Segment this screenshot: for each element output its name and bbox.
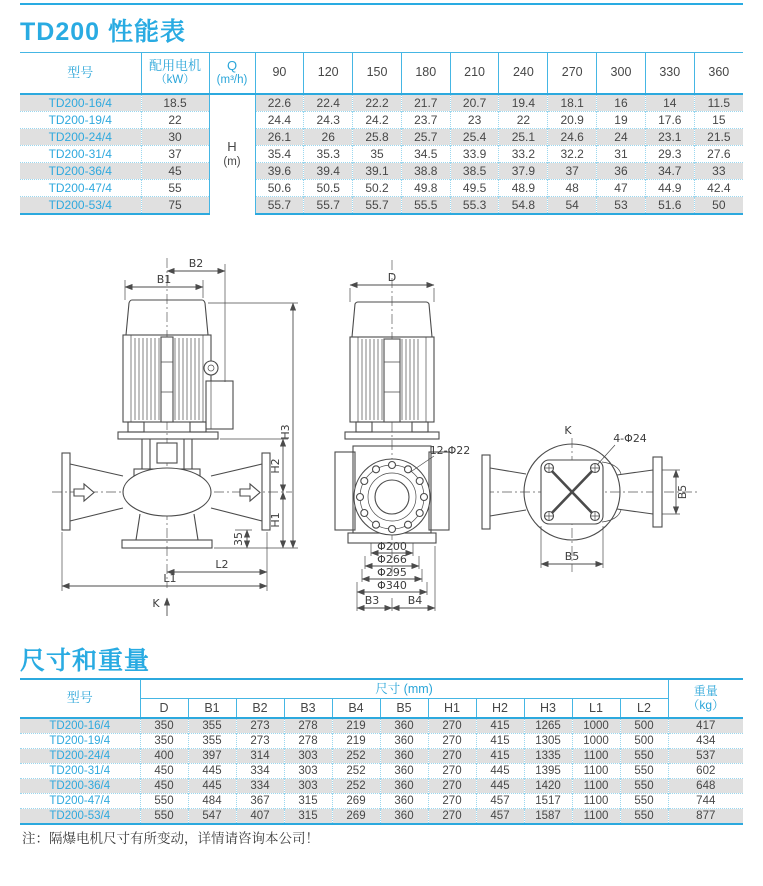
coupling-guard (157, 443, 177, 463)
col-header-flow (209, 53, 255, 94)
dim-value-cell: 415 (476, 734, 524, 749)
dim-table-row (20, 809, 743, 825)
head-value-cell: 33 (694, 162, 743, 179)
suction-pipe (335, 452, 355, 530)
dim-value-cell: 415 (476, 749, 524, 764)
weight-value-cell: 417 (668, 718, 743, 734)
head-value-cell: 23.1 (645, 128, 694, 145)
discharge-flange (653, 457, 662, 527)
head-value-cell: 15 (694, 111, 743, 128)
motor-foot-right (412, 422, 428, 432)
motor-shaft-band (384, 339, 400, 422)
motor-label: 配用电机 (148, 58, 201, 74)
power-cell: 75 (141, 196, 209, 214)
head-value-cell: 20.9 (548, 111, 597, 128)
head-value-cell: 39.6 (255, 162, 304, 179)
performance-table (20, 52, 743, 215)
head-value-cell: 47 (597, 179, 646, 196)
dim-value-cell: 273 (236, 734, 284, 749)
motor-foot-right (190, 422, 206, 432)
dim-label-b5-bottom: B5 (564, 550, 580, 563)
dim-label-h3: H3 (279, 424, 292, 440)
dim-value-cell: 270 (428, 779, 476, 794)
dim-value-cell: 270 (428, 718, 476, 734)
weight-unit: （kg） (687, 697, 725, 712)
dimension-table (20, 678, 743, 825)
dim-value-cell: 1305 (524, 734, 572, 749)
dim-value-cell: 252 (332, 779, 380, 794)
view-label-k: K (152, 597, 160, 610)
dim-value-cell: 1000 (572, 734, 620, 749)
dim-value-cell: 270 (428, 749, 476, 764)
flange-outer-circle (354, 459, 430, 535)
dim-value-cell: 457 (476, 809, 524, 825)
head-value-cell: 14 (645, 94, 694, 112)
dim-value-cell: 270 (428, 794, 476, 809)
volute-casing (123, 468, 211, 516)
head-value-cell: 39.1 (353, 162, 402, 179)
head-value-cell: 50.6 (255, 179, 304, 196)
dim-value-cell: 355 (188, 718, 236, 734)
dim-value-cell: 550 (620, 809, 668, 825)
head-value-cell: 11.5 (694, 94, 743, 112)
dim-value-cell: 450 (140, 764, 188, 779)
model-cell: TD200-19/4 (20, 734, 140, 749)
dim-value-cell: 1517 (524, 794, 572, 809)
dim-value-cell: 550 (620, 764, 668, 779)
dim-value-cell: 445 (476, 764, 524, 779)
dim-value-cell: 269 (332, 809, 380, 825)
dim-col-header: L1 (572, 698, 620, 718)
dim-value-cell: 360 (380, 764, 428, 779)
top-view-drawing (480, 420, 720, 590)
dim-value-cell: 1100 (572, 794, 620, 809)
dim-value-cell: 219 (332, 734, 380, 749)
dim-value-cell: 303 (284, 749, 332, 764)
head-value-cell: 35 (353, 145, 402, 162)
model-cell: TD200-16/4 (20, 94, 141, 112)
head-value-cell: 33.9 (450, 145, 499, 162)
dim-label-h1: H1 (269, 512, 282, 528)
head-value-cell: 26.1 (255, 128, 304, 145)
head-value-cell: 37 (548, 162, 597, 179)
power-cell: 45 (141, 162, 209, 179)
head-value-cell: 36 (597, 162, 646, 179)
head-value-cell: 42.4 (694, 179, 743, 196)
dim-table-row (20, 734, 743, 749)
weight-value-cell: 602 (668, 764, 743, 779)
dim-value-cell: 350 (140, 718, 188, 734)
head-value-cell: 48.9 (499, 179, 548, 196)
weight-value-cell: 744 (668, 794, 743, 809)
head-value-cell: 55.7 (255, 196, 304, 214)
dim-label-dia295: Φ295 (377, 566, 407, 579)
dimension-header-row-1 (20, 679, 743, 698)
dim-col-header: D (140, 698, 188, 718)
motor-shaft-band (161, 337, 173, 422)
col-header-model: 型号 (20, 53, 141, 94)
head-value-cell: 24.4 (255, 111, 304, 128)
head-value-cell: 31 (597, 145, 646, 162)
head-value-cell: 54.8 (499, 196, 548, 214)
suction-flange (62, 453, 70, 530)
head-value-cell: 39.4 (304, 162, 353, 179)
dim-value-cell: 415 (476, 718, 524, 734)
dim-col-header: H1 (428, 698, 476, 718)
performance-header-row (20, 53, 743, 94)
head-value-cell: 23.7 (401, 111, 450, 128)
perf-table-row (20, 145, 743, 162)
flow-unit: (m³/h) (216, 73, 248, 86)
dim-label-l2: L2 (215, 558, 229, 571)
power-cell: 37 (141, 145, 209, 162)
flow-label: Q (226, 58, 238, 74)
head-value-cell: 35.3 (304, 145, 353, 162)
head-value-cell: 33.2 (499, 145, 548, 162)
dim-value-cell: 303 (284, 779, 332, 794)
head-value-cell: 18.1 (548, 94, 597, 112)
col-header-motor (141, 53, 209, 94)
dim-table-row (20, 794, 743, 809)
dim-col-header: B1 (188, 698, 236, 718)
dimensions-section-title: 尺寸和重量 (20, 647, 151, 675)
flow-col-header: 150 (353, 53, 402, 94)
dim-table-row (20, 718, 743, 734)
dim-label-b5-side: B5 (676, 484, 689, 500)
dim-value-cell: 1335 (524, 749, 572, 764)
head-label-cell (209, 94, 255, 214)
flow-arrow-in (74, 484, 94, 501)
head-unit: (m) (223, 155, 241, 168)
power-cell: 22 (141, 111, 209, 128)
head-value-cell: 48 (548, 179, 597, 196)
head-value-cell: 51.6 (645, 196, 694, 214)
bolt-leader-line (597, 445, 615, 465)
weight-value-cell: 537 (668, 749, 743, 764)
flow-col-header: 210 (450, 53, 499, 94)
dim-value-cell: 219 (332, 718, 380, 734)
dim-value-cell: 1587 (524, 809, 572, 825)
head-value-cell: 20.7 (450, 94, 499, 112)
dim-value-cell: 360 (380, 779, 428, 794)
head-value-cell: 19 (597, 111, 646, 128)
head-value-cell: 27.6 (694, 145, 743, 162)
dim-table-row (20, 764, 743, 779)
dim-col-header: H3 (524, 698, 572, 718)
head-value-cell: 24.6 (548, 128, 597, 145)
head-value-cell: 22.4 (304, 94, 353, 112)
perf-table-row (20, 128, 743, 145)
dim-col-header: B4 (332, 698, 380, 718)
dim-value-cell: 550 (620, 794, 668, 809)
dim-value-cell: 1420 (524, 779, 572, 794)
head-value-cell: 35.4 (255, 145, 304, 162)
model-cell: TD200-47/4 (20, 179, 141, 196)
head-value-cell: 54 (548, 196, 597, 214)
flow-col-header: 360 (694, 53, 743, 94)
perf-table-row (20, 179, 743, 196)
dim-value-cell: 450 (140, 779, 188, 794)
dim-value-cell: 273 (236, 718, 284, 734)
dim-label-35: 35 (232, 532, 245, 546)
dim-col-header: B3 (284, 698, 332, 718)
head-symbol: H (227, 138, 237, 154)
dim-label-dia200: Φ200 (377, 540, 407, 553)
perf-table-row (20, 196, 743, 214)
dim-value-cell: 1395 (524, 764, 572, 779)
dim-value-cell: 1100 (572, 809, 620, 825)
head-value-cell: 24.2 (353, 111, 402, 128)
dim-value-cell: 360 (380, 794, 428, 809)
head-value-cell: 32.2 (548, 145, 597, 162)
dim-value-cell: 397 (188, 749, 236, 764)
head-value-cell: 37.9 (499, 162, 548, 179)
power-cell: 18.5 (141, 94, 209, 112)
perf-table-row (20, 111, 743, 128)
dim-value-cell: 550 (620, 779, 668, 794)
model-cell: TD200-19/4 (20, 111, 141, 128)
head-value-cell: 22.6 (255, 94, 304, 112)
dim-value-cell: 457 (476, 794, 524, 809)
dim-value-cell: 314 (236, 749, 284, 764)
dim-col-header: L2 (620, 698, 668, 718)
bolt-leader-line (409, 456, 434, 473)
model-cell: TD200-47/4 (20, 794, 140, 809)
flow-col-header: 180 (401, 53, 450, 94)
motor-base-plate (118, 432, 218, 439)
head-value-cell: 50.5 (304, 179, 353, 196)
flow-col-header: 120 (304, 53, 353, 94)
dim-value-cell: 547 (188, 809, 236, 825)
dim-label-b4: B4 (407, 594, 423, 607)
head-value-cell: 55.3 (450, 196, 499, 214)
head-value-cell: 55.7 (304, 196, 353, 214)
dim-value-cell: 445 (188, 779, 236, 794)
head-value-cell: 21.7 (401, 94, 450, 112)
head-value-cell: 23 (450, 111, 499, 128)
head-value-cell: 29.3 (645, 145, 694, 162)
dim-label-l1: L1 (163, 572, 177, 585)
dim-table-row (20, 779, 743, 794)
dim-value-cell: 484 (188, 794, 236, 809)
dim-label-h2: H2 (269, 458, 282, 474)
dim-value-cell: 334 (236, 779, 284, 794)
bolt-note-label: 4-Φ24 (613, 432, 647, 445)
dim-label-dia340: Φ340 (377, 579, 407, 592)
head-value-cell: 17.6 (645, 111, 694, 128)
col-group-dimensions: 尺寸 (mm) (140, 679, 668, 698)
dim-value-cell: 278 (284, 718, 332, 734)
head-value-cell: 38.8 (401, 162, 450, 179)
dim-col-header: B2 (236, 698, 284, 718)
dim-value-cell: 1100 (572, 749, 620, 764)
discharge-pipe (429, 452, 449, 530)
head-value-cell: 55.5 (401, 196, 450, 214)
head-value-cell: 24 (597, 128, 646, 145)
view-label-k: K (564, 424, 572, 437)
dim-value-cell: 303 (284, 764, 332, 779)
dim-label-b2: B2 (188, 257, 204, 270)
dim-value-cell: 500 (620, 734, 668, 749)
dim-value-cell: 550 (620, 749, 668, 764)
weight-label: 重量 (693, 683, 718, 698)
weight-value-cell: 877 (668, 809, 743, 825)
dim-value-cell: 407 (236, 809, 284, 825)
head-value-cell: 49.8 (401, 179, 450, 196)
head-value-cell: 38.5 (450, 162, 499, 179)
dim-value-cell: 550 (140, 809, 188, 825)
dim-value-cell: 445 (476, 779, 524, 794)
lifting-eye (204, 361, 218, 375)
dim-value-cell: 269 (332, 794, 380, 809)
dim-value-cell: 334 (236, 764, 284, 779)
dim-value-cell: 278 (284, 734, 332, 749)
head-value-cell: 55.7 (353, 196, 402, 214)
dim-value-cell: 400 (140, 749, 188, 764)
dim-value-cell: 550 (140, 794, 188, 809)
model-cell: TD200-16/4 (20, 718, 140, 734)
head-value-cell: 44.9 (645, 179, 694, 196)
head-value-cell: 25.8 (353, 128, 402, 145)
head-value-cell: 26 (304, 128, 353, 145)
model-cell: TD200-31/4 (20, 145, 141, 162)
head-value-cell: 34.5 (401, 145, 450, 162)
dim-value-cell: 360 (380, 718, 428, 734)
dim-value-cell: 445 (188, 764, 236, 779)
head-value-cell: 19.4 (499, 94, 548, 112)
flow-col-header: 300 (597, 53, 646, 94)
dim-value-cell: 270 (428, 764, 476, 779)
motor-unit: （kW） (155, 73, 195, 86)
model-cell: TD200-36/4 (20, 779, 140, 794)
dim-value-cell: 1100 (572, 764, 620, 779)
dim-label-b3: B3 (364, 594, 380, 607)
dim-label-b1: B1 (156, 273, 172, 286)
flow-col-header: 240 (499, 53, 548, 94)
flow-arrow-out (240, 484, 260, 501)
dim-value-cell: 252 (332, 764, 380, 779)
head-value-cell: 25.1 (499, 128, 548, 145)
head-value-cell: 25.4 (450, 128, 499, 145)
model-cell: TD200-24/4 (20, 128, 141, 145)
head-value-cell: 16 (597, 94, 646, 112)
weight-value-cell: 434 (668, 734, 743, 749)
model-cell: TD200-36/4 (20, 162, 141, 179)
dim-value-cell: 315 (284, 809, 332, 825)
head-value-cell: 50.2 (353, 179, 402, 196)
motor-foot-left (128, 422, 144, 432)
dim-col-header: H2 (476, 698, 524, 718)
col-header-model: 型号 (20, 679, 140, 718)
col-header-weight (668, 679, 743, 718)
power-cell: 55 (141, 179, 209, 196)
side-view-drawing (30, 240, 330, 630)
footnote: 注：隔爆电机尺寸有所变动，详情请咨询本公司！ (22, 831, 319, 846)
head-value-cell: 21.5 (694, 128, 743, 145)
motor-foot-left (356, 422, 372, 432)
head-value-cell: 22.2 (353, 94, 402, 112)
dim-label-d: D (387, 271, 397, 284)
bolt-note-label: 12-Φ22 (429, 444, 471, 457)
suction-flange (482, 455, 490, 529)
dim-value-cell: 500 (620, 718, 668, 734)
dim-value-cell: 270 (428, 809, 476, 825)
power-cell: 30 (141, 128, 209, 145)
performance-section-title: TD200 性能表 (20, 18, 186, 46)
dim-value-cell: 360 (380, 749, 428, 764)
dim-value-cell: 315 (284, 794, 332, 809)
dim-label-dia266: Φ266 (377, 553, 407, 566)
dim-value-cell: 360 (380, 734, 428, 749)
dim-value-cell: 360 (380, 809, 428, 825)
flow-col-header: 90 (255, 53, 304, 94)
head-value-cell: 49.5 (450, 179, 499, 196)
dim-value-cell: 367 (236, 794, 284, 809)
head-value-cell: 34.7 (645, 162, 694, 179)
dim-table-row (20, 749, 743, 764)
perf-table-row (20, 94, 743, 112)
head-value-cell: 25.7 (401, 128, 450, 145)
model-cell: TD200-53/4 (20, 196, 141, 214)
dim-col-header: B5 (380, 698, 428, 718)
head-value-cell: 50 (694, 196, 743, 214)
dim-value-cell: 355 (188, 734, 236, 749)
head-value-cell: 22 (499, 111, 548, 128)
weight-value-cell: 648 (668, 779, 743, 794)
dim-value-cell: 1000 (572, 718, 620, 734)
flow-col-header: 330 (645, 53, 694, 94)
head-value-cell: 53 (597, 196, 646, 214)
model-cell: TD200-31/4 (20, 764, 140, 779)
dim-value-cell: 252 (332, 749, 380, 764)
perf-table-row (20, 162, 743, 179)
dim-value-cell: 270 (428, 734, 476, 749)
model-cell: TD200-53/4 (20, 809, 140, 825)
dim-value-cell: 1100 (572, 779, 620, 794)
head-value-cell: 24.3 (304, 111, 353, 128)
dim-value-cell: 350 (140, 734, 188, 749)
top-rule (20, 3, 743, 5)
dim-value-cell: 1265 (524, 718, 572, 734)
model-cell: TD200-24/4 (20, 749, 140, 764)
flow-col-header: 270 (548, 53, 597, 94)
terminal-box (206, 381, 233, 429)
